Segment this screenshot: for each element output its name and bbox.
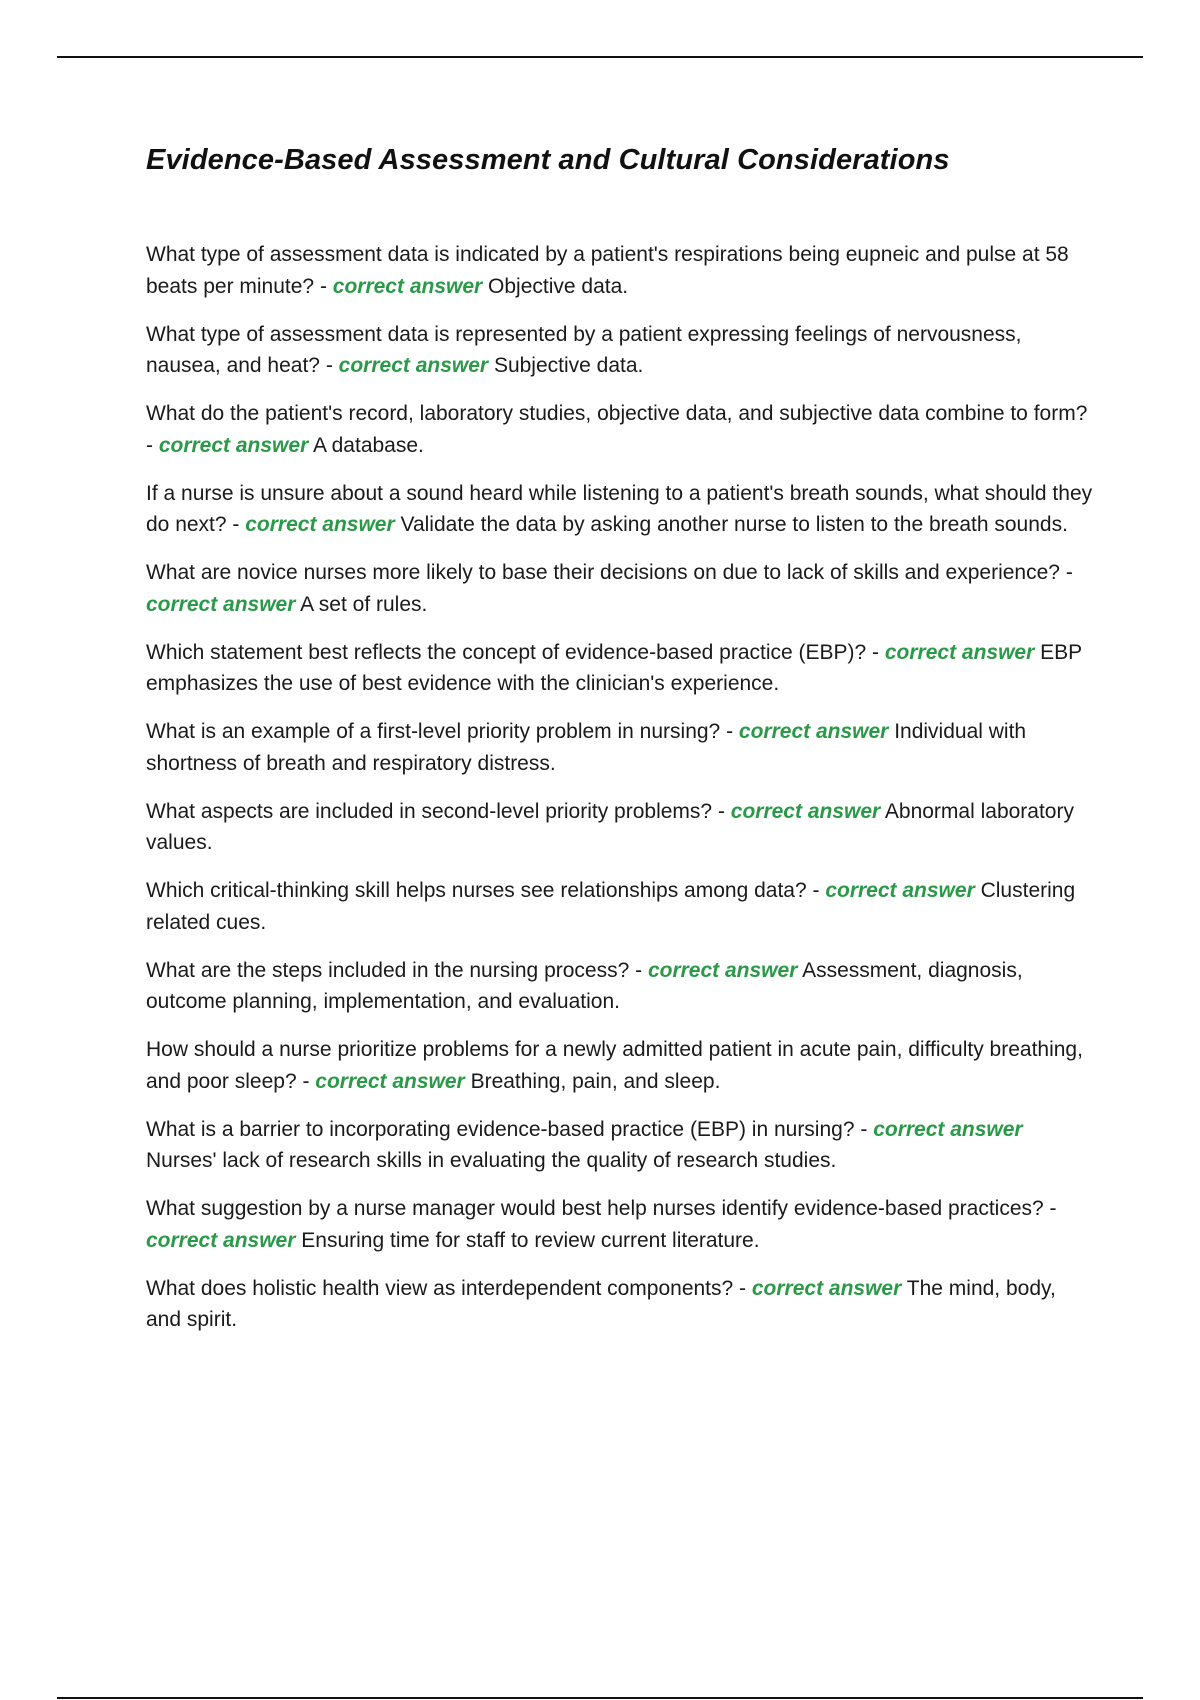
question-text: What does holistic health view as interdependent components? bbox=[146, 1276, 734, 1300]
separator: - bbox=[720, 720, 739, 743]
separator: - bbox=[226, 513, 246, 536]
question-text: How should a nurse prioritize problems for a newly admitted patient in acute pain, difficulty breathing, and poor sleep? bbox=[146, 1038, 1083, 1093]
answer-text: Ensuring time for staff to review current literature. bbox=[301, 1228, 760, 1252]
correct-answer-label: correct answer bbox=[338, 354, 489, 377]
correct-answer-label: correct answer bbox=[146, 592, 296, 616]
answer-text: Assessment, diagnosis, outcome planning, implementation, and evaluation. bbox=[146, 958, 1023, 1013]
answer-text: Clustering related cues. bbox=[146, 879, 1076, 934]
question-text: What is an example of a first-level priority problem in nursing? bbox=[146, 720, 721, 743]
qa-item bbox=[146, 557, 1096, 620]
qa-item bbox=[146, 1034, 1096, 1097]
question-text: What type of assessment data is represented by a patient expressing feelings of nervousness, nausea, and heat? bbox=[146, 322, 1022, 377]
correct-answer-label: correct answer bbox=[873, 1117, 1023, 1141]
correct-answer-label: correct answer bbox=[751, 1276, 902, 1300]
question-text: What suggestion by a nurse manager would best help nurses identify evidence-based practices? bbox=[146, 1197, 1044, 1220]
correct-answer-label: correct answer bbox=[245, 513, 395, 536]
qa-item bbox=[146, 955, 1096, 1018]
correct-answer-label: correct answer bbox=[332, 274, 483, 298]
qa-item bbox=[146, 1114, 1096, 1177]
qa-item bbox=[146, 319, 1096, 382]
answer-text: A database. bbox=[312, 433, 424, 457]
answer-text: Objective data. bbox=[488, 274, 629, 298]
top-rule bbox=[57, 56, 1143, 58]
separator: - bbox=[320, 354, 339, 377]
qa-item bbox=[146, 1193, 1096, 1256]
separator: - bbox=[712, 799, 731, 823]
answer-text: Abnormal laboratory values. bbox=[146, 799, 1074, 854]
question-text: If a nurse is unsure about a sound heard while listening to a patient's breath sounds, what should they do next? bbox=[146, 481, 1093, 536]
qa-item bbox=[146, 796, 1096, 859]
answer-text: Subjective data. bbox=[493, 354, 644, 377]
question-text: What are novice nurses more likely to base their decisions on due to lack of skills and experience? bbox=[146, 561, 1060, 584]
correct-answer-label: correct answer bbox=[825, 879, 975, 902]
separator: - bbox=[146, 433, 159, 457]
separator: - bbox=[629, 958, 648, 982]
separator: - bbox=[1043, 1197, 1057, 1220]
separator: - bbox=[296, 1069, 316, 1093]
qa-item bbox=[146, 637, 1096, 700]
qa-list bbox=[146, 239, 1096, 1336]
answer-text: Individual with shortness of breath and respiratory distress. bbox=[146, 720, 1027, 775]
answer-text: Breathing, pain, and sleep. bbox=[470, 1069, 721, 1093]
correct-answer-label: correct answer bbox=[647, 958, 798, 982]
qa-item bbox=[146, 875, 1096, 938]
separator: - bbox=[314, 274, 333, 298]
answer-text: The mind, body, and spirit. bbox=[146, 1276, 1056, 1331]
answer-text: EBP emphasizes the use of best evidence with the clinician's experience. bbox=[146, 640, 1082, 695]
question-text: What aspects are included in second-level priority problems? bbox=[146, 799, 713, 823]
correct-answer-label: correct answer bbox=[884, 640, 1035, 664]
question-text: What is a barrier to incorporating evidence-based practice (EBP) in nursing? bbox=[146, 1117, 855, 1141]
correct-answer-label: correct answer bbox=[738, 720, 889, 743]
separator: - bbox=[854, 1117, 874, 1141]
qa-item bbox=[146, 398, 1096, 461]
question-text: Which statement best reflects the concept of evidence-based practice (EBP)? bbox=[146, 640, 867, 664]
answer-text: Nurses' lack of research skills in evaluating the quality of research studies. bbox=[146, 1149, 837, 1172]
correct-answer-label: correct answer bbox=[158, 433, 309, 457]
separator: - bbox=[733, 1276, 752, 1300]
answer-text: A set of rules. bbox=[300, 592, 428, 616]
correct-answer-label: correct answer bbox=[146, 1228, 296, 1252]
correct-answer-label: correct answer bbox=[730, 799, 881, 823]
qa-item bbox=[146, 1273, 1096, 1336]
question-text: What type of assessment data is indicated by a patient's respirations being eupneic and pulse at 58 beats per minute? bbox=[146, 243, 1069, 298]
question-text: What do the patient's record, laboratory studies, objective data, and subjective data combine to form? bbox=[146, 402, 1088, 425]
question-text: What are the steps included in the nursing process? bbox=[146, 958, 630, 982]
separator: - bbox=[806, 879, 826, 902]
qa-item bbox=[146, 478, 1096, 541]
qa-item bbox=[146, 716, 1096, 779]
answer-text: Validate the data by asking another nurse to listen to the breath sounds. bbox=[400, 513, 1068, 536]
separator: - bbox=[866, 640, 885, 664]
qa-item bbox=[146, 239, 1096, 302]
document-body bbox=[146, 144, 1096, 1352]
question-text: Which critical-thinking skill helps nurses see relationships among data? bbox=[146, 879, 807, 902]
separator: - bbox=[1059, 561, 1073, 584]
correct-answer-label: correct answer bbox=[315, 1069, 465, 1093]
document-title: Evidence-Based Assessment and Cultural Considerations bbox=[146, 144, 950, 176]
bottom-rule bbox=[57, 1697, 1143, 1699]
